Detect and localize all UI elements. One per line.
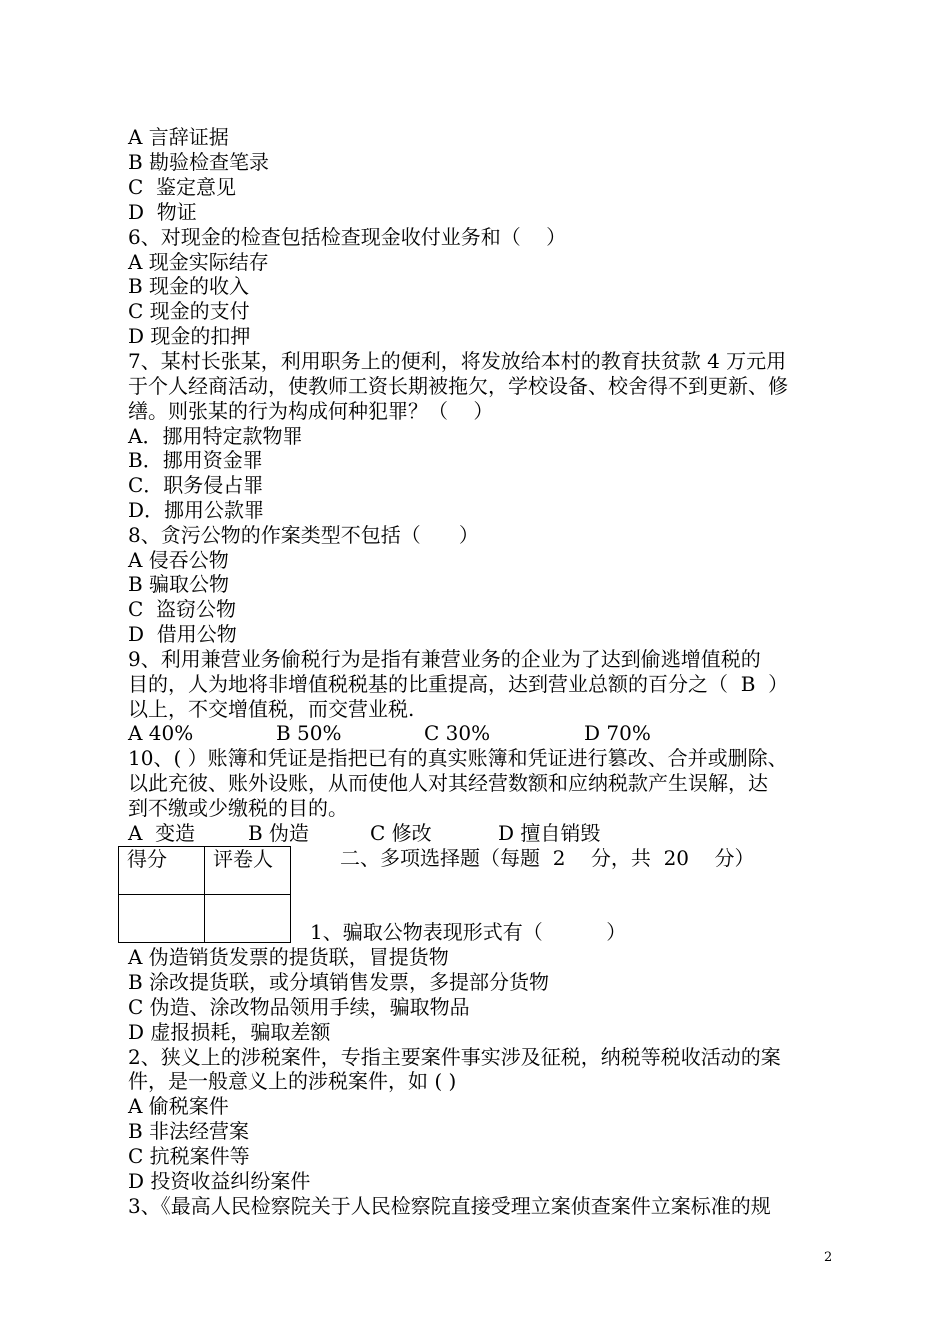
text-line: 件，是一般意义上的涉税案件，如 ( ) [128, 1069, 457, 1093]
text-line: 以此充彼、账外设账，从而使他人对其经营数额和应纳税款产生误解，达 [128, 771, 768, 795]
option: A 变造 [128, 821, 196, 845]
text-line: A 现金实际结存 [128, 250, 269, 274]
text-line: 以上，不交增值税，而交营业税. [128, 697, 415, 721]
question-7: 7、某村长张某，利用职务上的便利，将发放给本村的教育扶贫款 4 万元用 [128, 349, 787, 373]
option: C 修改 [370, 821, 432, 845]
option: D 擅自销毁 [498, 821, 601, 845]
text-line: A 侵吞公物 [128, 548, 229, 572]
section-title: 二、多项选择题（每题 2 分，共 20 分） [340, 846, 755, 870]
question-9: 9、利用兼营业务偷税行为是指有兼营业务的企业为了达到偷逃增值税的 [128, 647, 761, 671]
question-6: 6、对现金的检查包括检查现金收付业务和（ ） [128, 225, 567, 249]
text-line: A 伪造销货发票的提货联，冒提货物 [128, 945, 449, 969]
page-number: 2 [824, 1250, 833, 1265]
text-line: A 偷税案件 [128, 1094, 229, 1118]
text-line: C 抗税案件等 [128, 1144, 250, 1168]
text-line: B 勘验检查笔录 [128, 150, 270, 174]
text-line: A．挪用特定款物罪 [128, 424, 303, 448]
text-line: C 鉴定意见 [128, 175, 237, 199]
text-line: B 非法经营案 [128, 1119, 250, 1143]
text-line: 到不缴或少缴税的目的。 [128, 796, 348, 820]
text-line: B 涂改提货联，或分填销售发票，多提部分货物 [128, 970, 550, 994]
text-line: B．挪用资金罪 [128, 448, 263, 472]
text-line: C 伪造、涂改物品领用手续，骗取物品 [128, 995, 470, 1019]
option: C 30% [424, 721, 491, 745]
question-10: 10、( ）账簿和凭证是指把已有的真实账簿和凭证进行篡改、合并或删除、 [128, 746, 788, 770]
score-header: 得分 [119, 847, 205, 895]
question-3: 3、《最高人民检察院关于人民检察院直接受理立案侦查案件立案标准的规 [128, 1194, 771, 1218]
option: B 伪造 [248, 821, 310, 845]
text-line: 目的，人为地将非增值税税基的比重提高，达到营业总额的百分之（ B ） [128, 672, 789, 696]
text-line: B 骗取公物 [128, 572, 230, 596]
option: D 70% [584, 721, 651, 745]
text-line: D 虚报损耗，骗取差额 [128, 1020, 331, 1044]
text-line: B 现金的收入 [128, 274, 250, 298]
text-line: C 盗窃公物 [128, 597, 237, 621]
score-table [118, 846, 291, 943]
question-8: 8、贪污公物的作案类型不包括（ ） [128, 523, 479, 547]
text-line: D 物证 [128, 200, 197, 224]
text-line: D 借用公物 [128, 622, 237, 646]
option: B 50% [276, 721, 342, 745]
question-2: 2、狭义上的涉税案件，专指主要案件事实涉及征税，纳税等税收活动的案 [128, 1045, 781, 1069]
text-line: D 现金的扣押 [128, 324, 251, 348]
score-cell [119, 895, 205, 943]
option: A 40% [128, 721, 194, 745]
text-line: 于个人经商活动，使教师工资长期被拖欠，学校设备、校舍得不到更新、修 [128, 374, 788, 398]
text-line: D 投资收益纠纷案件 [128, 1169, 311, 1193]
question-1: 1、骗取公物表现形式有（ ） [310, 920, 627, 944]
text-line: A 言辞证据 [128, 125, 229, 149]
text-line: 缮。则张某的行为构成何种犯罪？（ ） [128, 399, 494, 423]
grader-header: 评卷人 [205, 847, 291, 895]
text-line: D．挪用公款罪 [128, 498, 265, 522]
text-line: C 现金的支付 [128, 299, 250, 323]
grader-cell [205, 895, 291, 943]
text-line: C．职务侵占罪 [128, 473, 264, 497]
